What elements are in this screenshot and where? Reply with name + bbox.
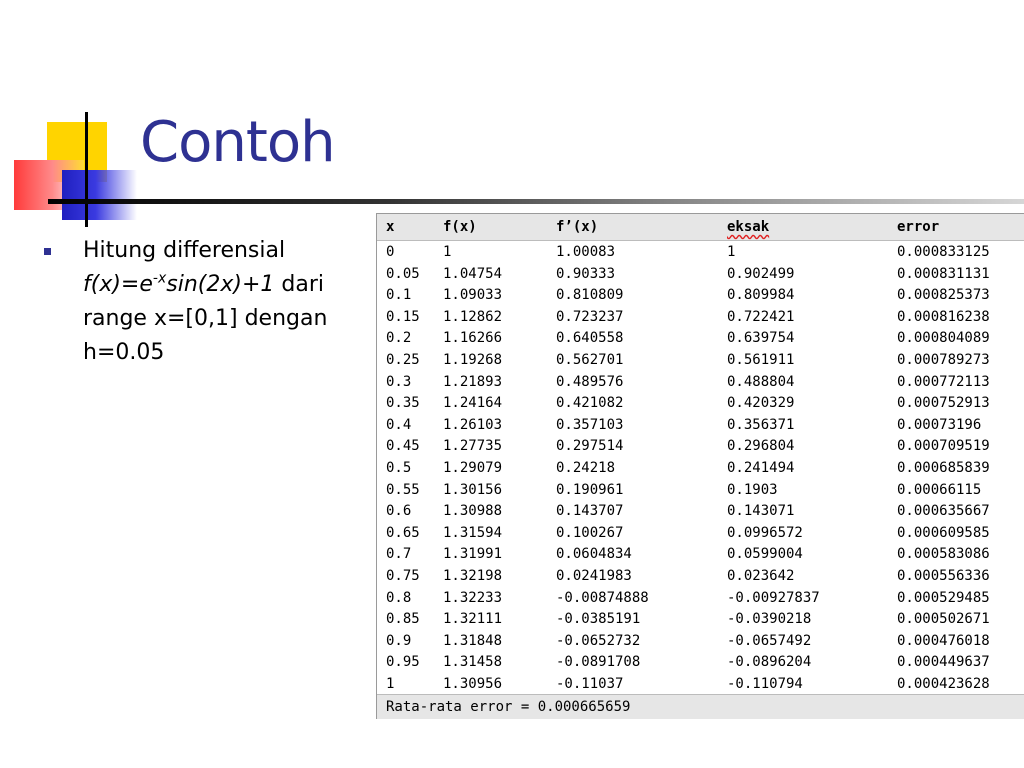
table-cell: -0.0390218 — [727, 611, 812, 628]
table-cell: 0.000833125 — [897, 244, 990, 260]
blue-square — [62, 170, 137, 220]
table-cell: 0.420329 — [727, 395, 795, 412]
table-cell: 1.30956 — [443, 676, 503, 692]
table-cell: 1.32233 — [443, 589, 503, 606]
table-row — [377, 436, 1024, 457]
vertical-rule — [85, 112, 88, 227]
table-row — [377, 523, 1024, 544]
table-cell: 0.45 — [386, 438, 420, 455]
header-x: x — [386, 219, 395, 235]
table-cell: 0.000583086 — [897, 546, 990, 563]
table-cell: 0.05 — [386, 265, 420, 282]
average-error-text: Rata-rata error = 0.000665659 — [386, 699, 631, 715]
table-cell: 1.21893 — [443, 373, 503, 390]
table-cell: 0.296804 — [727, 438, 795, 455]
table-cell: 0.0241983 — [556, 568, 632, 584]
table-cell: -0.11037 — [556, 676, 624, 692]
table-cell: 1.26103 — [443, 416, 503, 433]
table-cell: 0.640558 — [556, 330, 624, 347]
table-cell: 0.35 — [386, 395, 420, 412]
table-cell: 1.32198 — [443, 568, 503, 584]
table-cell: 0.023642 — [727, 568, 795, 584]
table-cell: 0.723237 — [556, 308, 624, 325]
table-cell: 0.356371 — [727, 416, 795, 433]
table-cell: 1.16266 — [443, 330, 503, 347]
table-cell: 0.00066115 — [897, 481, 982, 498]
table-cell: 1.19268 — [443, 352, 503, 368]
bullet-item — [44, 234, 374, 370]
table-header-row — [377, 214, 1024, 241]
table-cell: 1 — [386, 676, 395, 692]
header-fprime: f’(x) — [556, 219, 599, 235]
table-cell: 0.000529485 — [897, 589, 990, 606]
table-cell: 1.00083 — [556, 244, 616, 260]
table-cell: 0.489576 — [556, 373, 624, 390]
table-cell: 0.000825373 — [897, 287, 990, 304]
table-cell: 0.000816238 — [897, 308, 990, 325]
table-cell: 1.31458 — [443, 654, 503, 671]
table-cell: 0.0604834 — [556, 546, 632, 563]
slide-logo-decoration — [0, 0, 150, 230]
table-cell: 0.421082 — [556, 395, 624, 412]
table-cell: 0.488804 — [727, 373, 795, 390]
table-cell: 1.32111 — [443, 611, 503, 628]
table-cell: 0.561911 — [727, 352, 795, 368]
table-cell: 1.30988 — [443, 503, 503, 520]
table-cell: 0.000609585 — [897, 524, 990, 541]
table-cell: -0.0385191 — [556, 611, 641, 628]
table-row — [377, 458, 1024, 479]
table-row — [377, 328, 1024, 349]
table-row — [377, 566, 1024, 587]
output-table-screenshot — [376, 213, 1024, 719]
table-cell: 0.6 — [386, 503, 412, 520]
table-cell: 0.15 — [386, 308, 420, 325]
table-cell: 0.000772113 — [897, 373, 990, 390]
header-fx: f(x) — [443, 219, 477, 235]
table-cell: 0.357103 — [556, 416, 624, 433]
table-cell: 1.27735 — [443, 438, 503, 455]
table-cell: 0.810809 — [556, 287, 624, 304]
table-cell: 0.000752913 — [897, 395, 990, 412]
table-cell: 0.75 — [386, 568, 420, 584]
table-cell: 0.000556336 — [897, 568, 990, 584]
table-row — [377, 350, 1024, 371]
table-cell: 1.31594 — [443, 524, 503, 541]
table-cell: 1.31848 — [443, 632, 503, 649]
table-cell: 1.12862 — [443, 308, 503, 325]
table-cell: 0.297514 — [556, 438, 624, 455]
table-cell: 1.24164 — [443, 395, 503, 412]
table-cell: 0.000789273 — [897, 352, 990, 368]
table-cell: 0.55 — [386, 481, 420, 498]
table-cell: 0.3 — [386, 373, 412, 390]
table-row — [377, 393, 1024, 414]
table-cell: 0.9 — [386, 632, 412, 649]
table-cell: 0.5 — [386, 460, 412, 476]
table-cell: 0.639754 — [727, 330, 795, 347]
table-cell: -0.0652732 — [556, 632, 641, 649]
formula-exponent: -x — [152, 270, 167, 287]
table-cell: 0.190961 — [556, 481, 624, 498]
table-cell: 0.000635667 — [897, 503, 990, 520]
table-cell: 0.85 — [386, 611, 420, 628]
table-cell: 0.1903 — [727, 481, 778, 498]
table-cell: 0.000476018 — [897, 632, 990, 649]
table-cell: -0.0891708 — [556, 654, 641, 671]
table-cell: 0.25 — [386, 352, 420, 368]
table-cell: 0.65 — [386, 524, 420, 541]
table-cell: 0.95 — [386, 654, 420, 671]
formula-part-b: sin(2x)+1 — [166, 272, 275, 297]
table-cell: 0.00073196 — [897, 416, 982, 433]
table-cell: 0.000502671 — [897, 611, 990, 628]
table-row — [377, 544, 1024, 565]
bullet-text-range: dari range x=[0,1] dengan h=0.05 — [83, 272, 328, 365]
table-row — [377, 652, 1024, 673]
table-cell: 0.143071 — [727, 503, 795, 520]
slide-title: Contoh — [140, 110, 335, 175]
table-cell: 1.30156 — [443, 481, 503, 498]
bullet-text-intro: Hitung differensial — [83, 238, 286, 263]
table-cell: 0.000685839 — [897, 460, 990, 476]
table-row — [377, 264, 1024, 285]
table-cell: 0.000804089 — [897, 330, 990, 347]
bullet-text — [83, 234, 374, 370]
table-cell: -0.0657492 — [727, 632, 812, 649]
table-cell: 0.000709519 — [897, 438, 990, 455]
table-cell: 0.0599004 — [727, 546, 803, 563]
table-row — [377, 631, 1024, 652]
table-cell: 0.902499 — [727, 265, 795, 282]
table-cell: 1.04754 — [443, 265, 503, 282]
header-error: error — [897, 219, 940, 235]
table-cell: 1.09033 — [443, 287, 503, 304]
table-cell: 0.562701 — [556, 352, 624, 368]
bullet-icon — [44, 248, 51, 255]
table-footer — [377, 694, 1024, 719]
table-cell: 0.7 — [386, 546, 412, 563]
table-cell: 0.2 — [386, 330, 412, 347]
table-row — [377, 588, 1024, 609]
table-cell: 0.100267 — [556, 524, 624, 541]
table-row — [377, 372, 1024, 393]
table-cell: 0.143707 — [556, 503, 624, 520]
table-cell: 0.0996572 — [727, 524, 803, 541]
table-row — [377, 501, 1024, 522]
table-row — [377, 609, 1024, 630]
table-cell: 0.4 — [386, 416, 412, 433]
table-row — [377, 480, 1024, 501]
table-row — [377, 285, 1024, 306]
table-cell: 0.000449637 — [897, 654, 990, 671]
table-row — [377, 307, 1024, 328]
table-cell: 1 — [443, 244, 452, 260]
table-cell: 1 — [727, 244, 736, 260]
table-cell: 0.722421 — [727, 308, 795, 325]
table-cell: 0 — [386, 244, 395, 260]
table-cell: -0.110794 — [727, 676, 803, 692]
table-cell: 1.31991 — [443, 546, 503, 563]
table-row — [377, 674, 1024, 695]
table-cell: 0.000831131 — [897, 265, 990, 282]
table-cell: 0.809984 — [727, 287, 795, 304]
table-cell: -0.00927837 — [727, 589, 820, 606]
header-eksak: eksak — [727, 219, 770, 235]
table-row — [377, 415, 1024, 436]
table-cell: 0.1 — [386, 287, 412, 304]
table-row — [377, 242, 1024, 263]
table-cell: 0.90333 — [556, 265, 616, 282]
table-cell: 0.8 — [386, 589, 412, 606]
title-underline — [48, 199, 1024, 204]
table-cell: -0.0896204 — [727, 654, 812, 671]
table-cell: 0.241494 — [727, 460, 795, 476]
table-cell: 1.29079 — [443, 460, 503, 476]
table-cell: 0.000423628 — [897, 676, 990, 692]
table-cell: 0.24218 — [556, 460, 616, 476]
formula-part-a: f(x)=e — [83, 272, 153, 297]
table-cell: -0.00874888 — [556, 589, 649, 606]
